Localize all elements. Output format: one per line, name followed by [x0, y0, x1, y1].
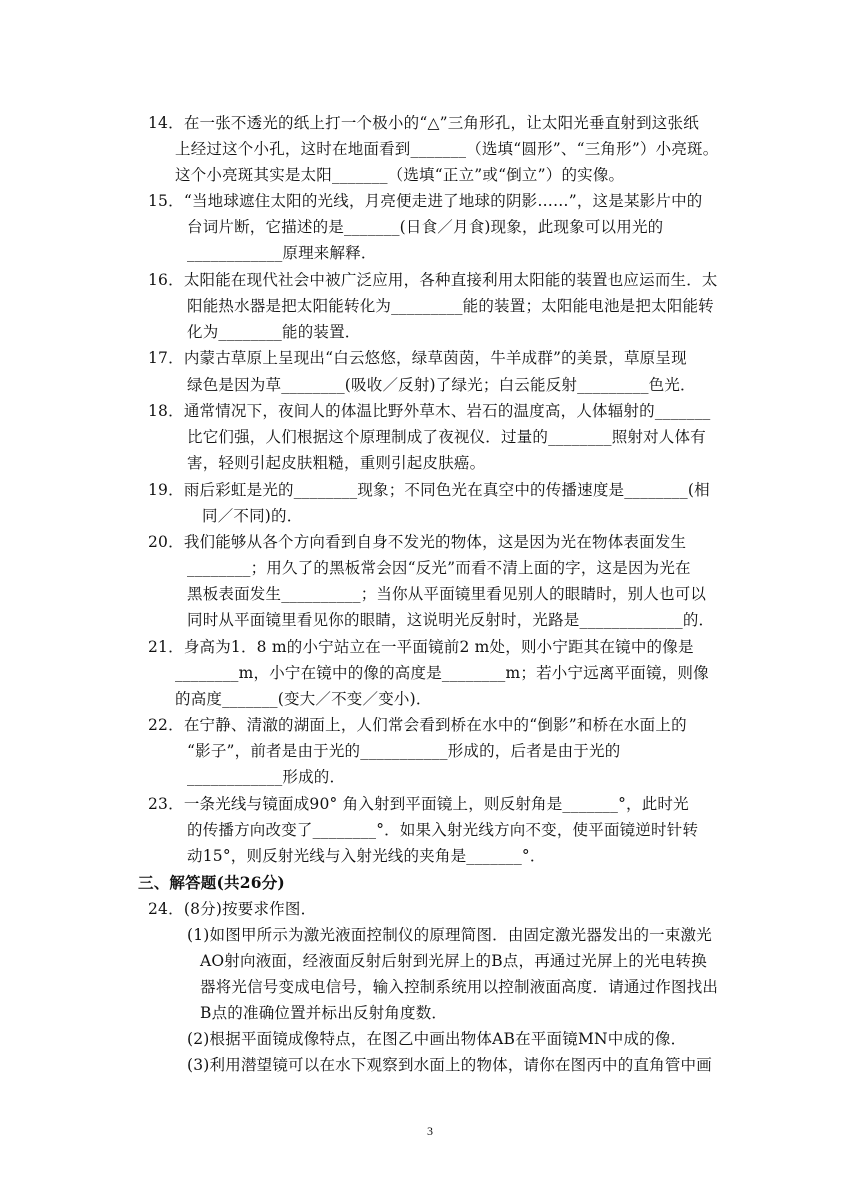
q18-line-3: 害，轻则引起皮肤粗糙，重则引起皮肤癌。: [187, 454, 486, 472]
q19-line-1: 19．雨后彩虹是光的________现象；不同色光在真空中的传播速度是________(相: [148, 481, 710, 499]
q18-line-1: 18．通常情况下，夜间人的体温比野外草木、岩石的温度高，人体辐射的_______: [148, 402, 711, 420]
q21-line-3: 的高度_______(变大／不变／变小)．: [175, 690, 432, 708]
q24-part1-line-4: B点的准确位置并标出反射角度数．: [200, 1004, 448, 1022]
q23-line-2: 的传播方向改变了________°．如果入射光线方向不变，使平面镜逆时针转: [187, 821, 699, 839]
q20-line-3: 黑板表面发生__________；当你从平面镜里看见别人的眼睛时，别人也可以: [187, 585, 707, 603]
q22-line-1: 22．在宁静、清澈的湖面上，人们常会看到桥在水中的“倒影”和桥在水面上的: [148, 716, 687, 734]
q19-line-2: 同／不同)的．: [202, 507, 303, 525]
q20-line-1: 20．我们能够从各个方向看到自身不发光的物体，这是因为光在物体表面发生: [148, 533, 687, 551]
q23-line-3: 动15°，则反射光线与入射光线的夹角是_______°．: [187, 847, 546, 865]
q15-line-2: 台词片断，它描述的是_______(日食／月食)现象，此现象可以用光的: [187, 218, 664, 236]
q24-part1-line-3: 器将光信号变成电信号，输入控制系统用以控制液面高度．请通过作图找出: [200, 978, 719, 996]
q16-line-2: 阳能热水器是把太阳能转化为_________能的装置；太阳能电池是把太阳能转: [187, 297, 714, 315]
q15-line-3: ____________原理来解释．: [187, 244, 377, 262]
q20-line-2: ________；用久了的黑板常会因“反光”而看不清上面的字，这是因为光在: [187, 559, 691, 577]
q24-part1-line-2: AO射向液面，经液面反射后射到光屏上的B点，再通过光屏上的光电转换: [200, 952, 707, 970]
q23-line-1: 23．一条光线与镜面成90° 角入射到平面镜上，则反射角是_______°，此时光: [148, 795, 689, 813]
q24-part2-line: (2)根据平面镜成像特点，在图乙中画出物体AB在平面镜MN中成的像．: [187, 1030, 687, 1048]
q24-part1-line-1: (1)如图甲所示为激光液面控制仪的原理简图．由固定激光器发出的一束激光: [187, 926, 712, 944]
q16-line-3: 化为________能的装置．: [187, 323, 361, 341]
q22-line-2: “影子”，前者是由于光的___________形成的，后者是由于光的: [187, 742, 621, 760]
q20-line-4: 同时从平面镜里看见你的眼睛，这说明光反射时，光路是_____________的．: [187, 611, 715, 629]
q24-line-1: 24．(8分)按要求作图．: [148, 900, 317, 918]
section-heading: 三、解答题(共26分): [138, 873, 285, 892]
q21-line-1: 21．身高为1．8 m的小宁站立在一平面镜前2 m处，则小宁距其在镜中的像是: [148, 638, 694, 656]
q21-line-2: ________m，小宁在镜中的像的高度是________m；若小宁远离平面镜，则像: [175, 664, 709, 682]
q16-line-1: 16．太阳能在现代社会中被广泛应用，各种直接利用太阳能的装置也应运而生．太: [148, 271, 718, 289]
q17-line-2: 绿色是因为草________(吸收／反射)了绿光；白云能反射_________色光．: [187, 376, 696, 394]
q18-line-2: 比它们强，人们根据这个原理制成了夜视仪．过量的________照射对人体有: [187, 428, 706, 446]
q24-part3-line: (3)利用潜望镜可以在水下观察到水面上的物体，请你在图丙中的直角管中画: [187, 1056, 712, 1074]
q14-line-3: 这个小亮斑其实是太阳_______（选填“正立”或“倒立”）的实像。: [175, 166, 625, 184]
q17-line-1: 17．内蒙古草原上呈现出“白云悠悠，绿草茵茵，牛羊成群”的美景，草原呈现: [148, 349, 687, 367]
q14-line-1: 14．在一张不透光的纸上打一个极小的“△”三角形孔，让太阳光垂直射到这张纸: [148, 114, 699, 132]
page-number: 3: [427, 1124, 433, 1138]
q22-line-3: ____________形成的．: [187, 768, 346, 786]
q15-line-1: 15．“当地球遮住太阳的光线，月亮便走进了地球的阴影……”，这是某影片中的: [148, 192, 703, 210]
q14-line-2: 上经过这个小孔，这时在地面看到_______（选填“圆形”、“三角形”）小亮斑。: [175, 140, 719, 158]
